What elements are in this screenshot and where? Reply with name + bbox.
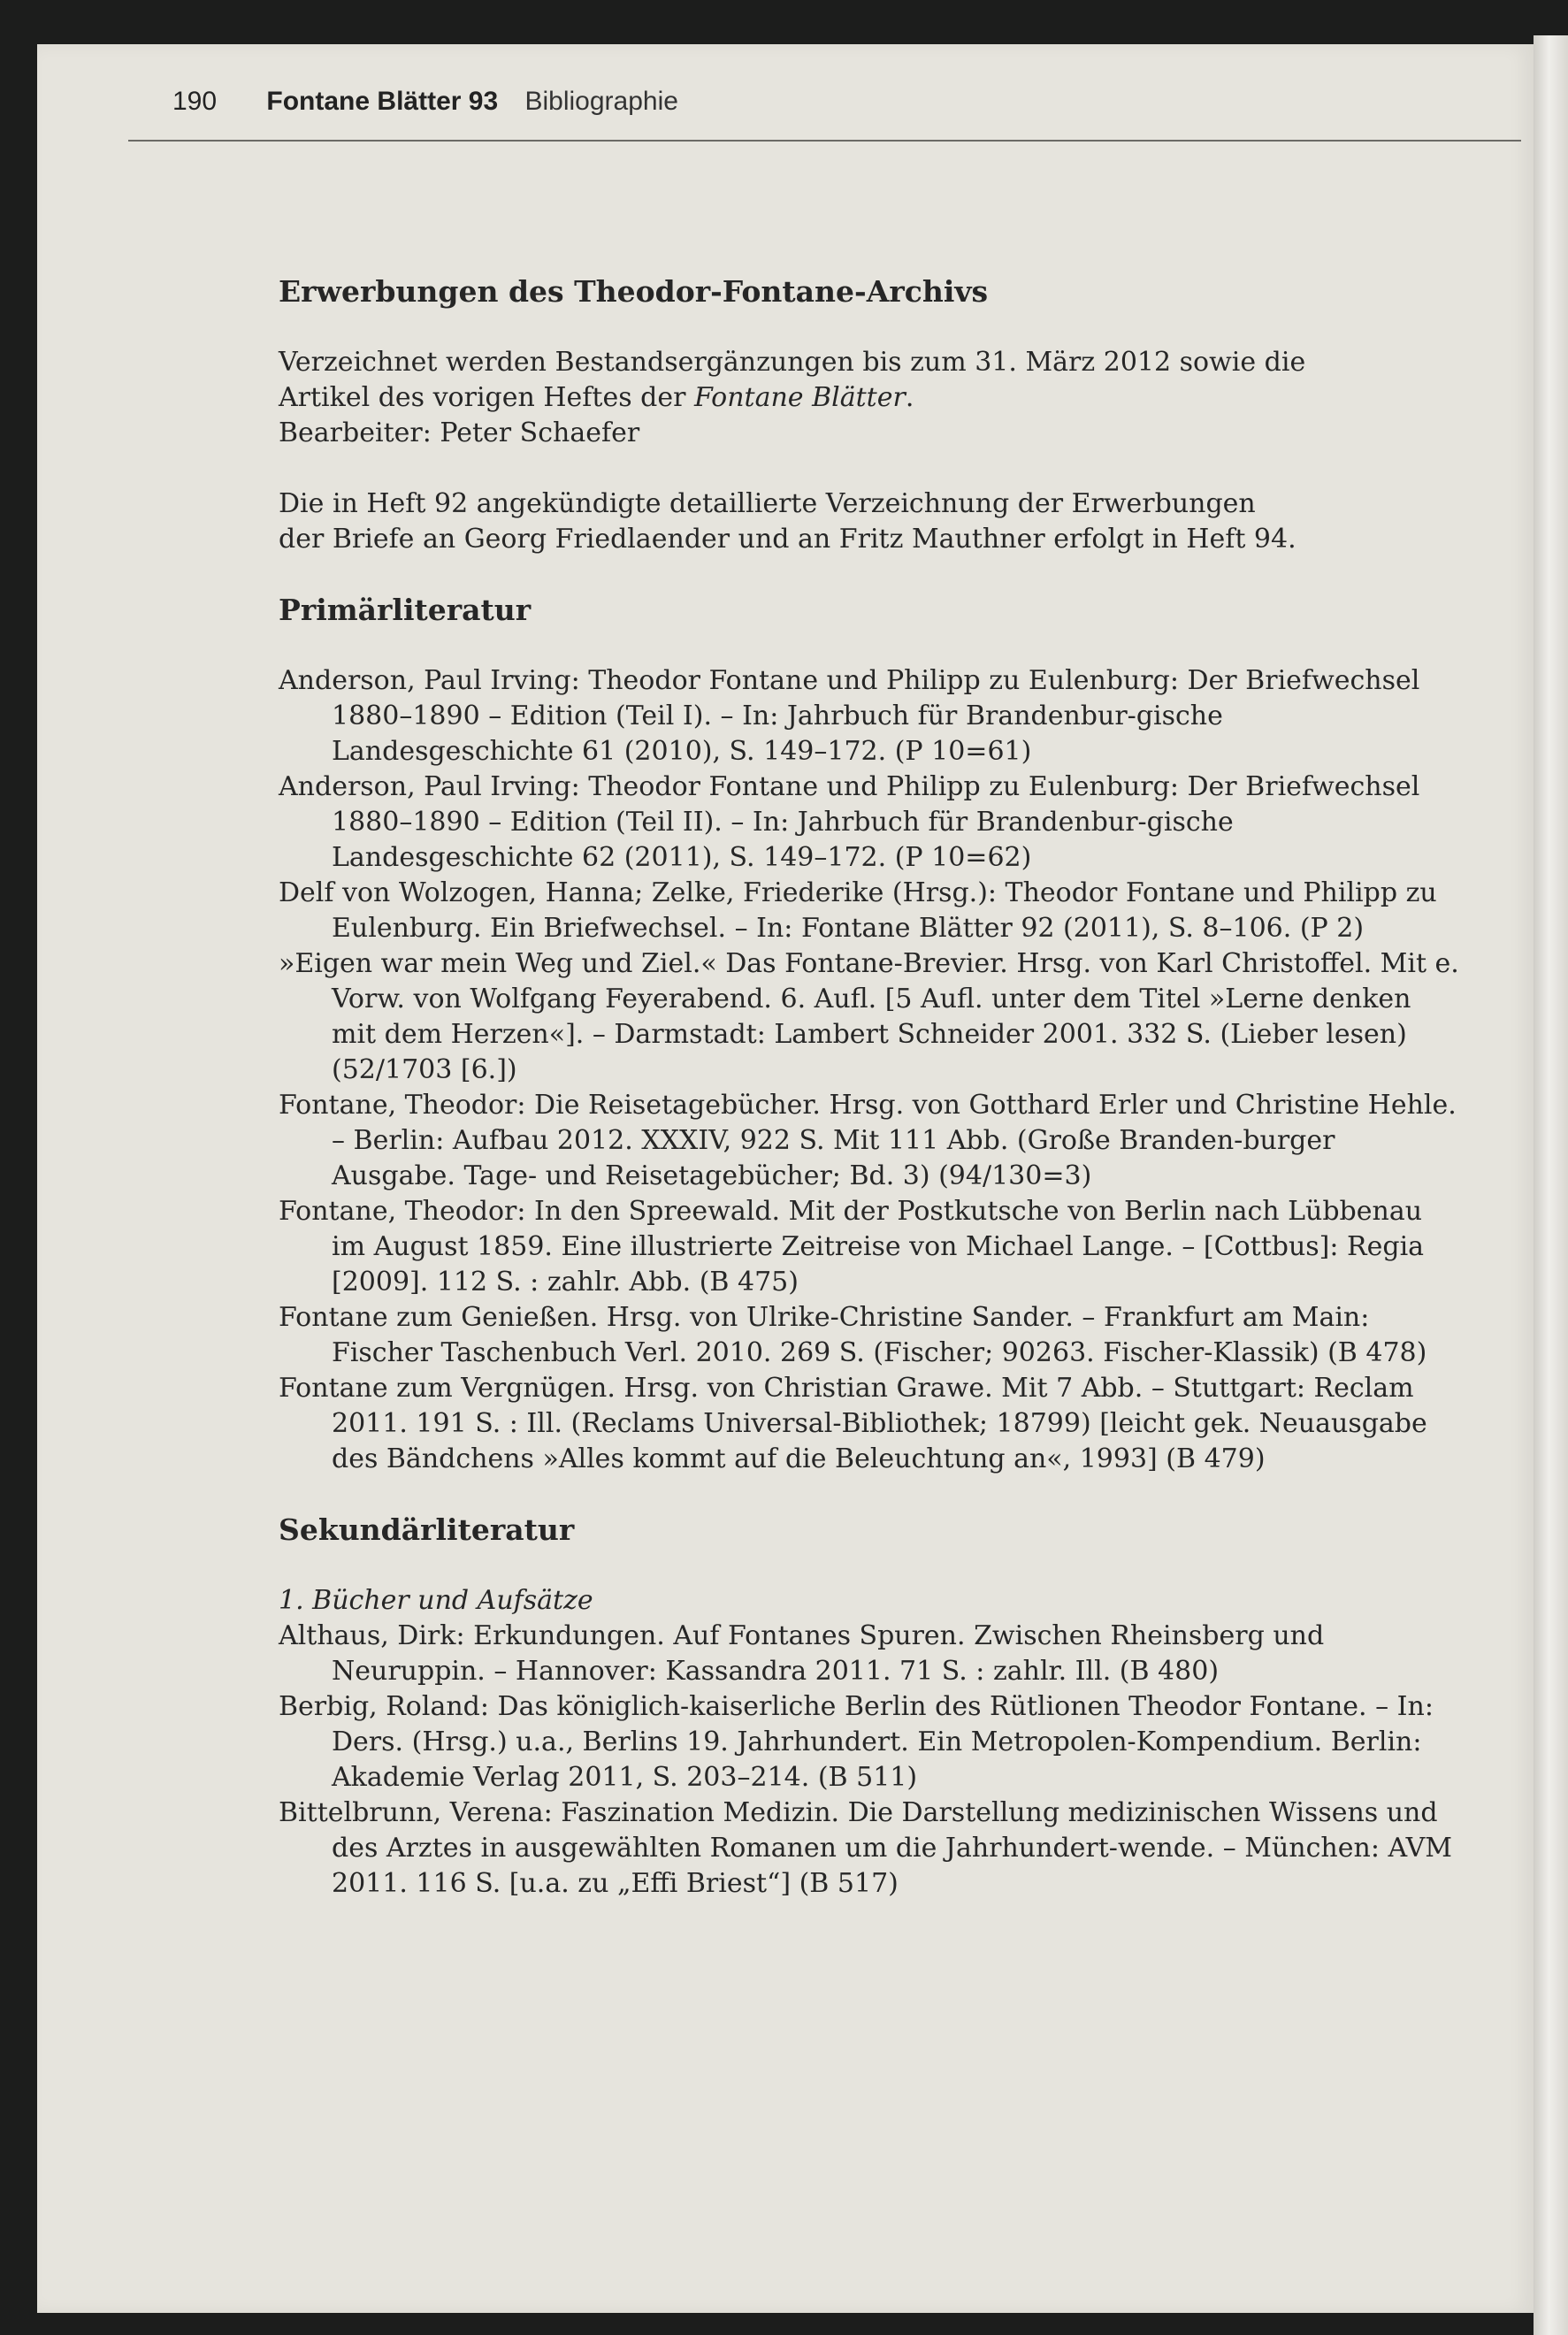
heading-secondary: Sekundärliteratur — [279, 1512, 575, 1547]
page-content — [279, 274, 1464, 1902]
intro-paragraph — [279, 345, 1464, 451]
secondary-entries — [279, 1619, 1464, 1902]
journal-citation: Fontane Blätter — [693, 382, 906, 413]
bibliography-entry: Fontane, Theodor: In den Spreewald. Mit der Postkutsche von Berlin nach Lübbenau im August 1859. Eine illustrierte Zeitreise von Michael Lange. – [Cottbus]: Regia [2009]. 112 S. : zahlr. Abb. (B 475) — [279, 1196, 1425, 1298]
bibliography-entry: »Eigen war mein Weg und Ziel.« Das Fontane-Brevier. Hrsg. von Karl Christoffel. Mit e. Vorw. von Wolfgang Feyerabend. 6. Aufl. [5 Aufl. unter dem Titel »Lerne denken mit dem Herzen«]. – Darmstadt: Lambert Schneider 2001. 332 S. (Lieber lesen) (52/1703 [6.]) — [279, 948, 1459, 1085]
bibliography-entry: Bittelbrunn, Verena: Faszination Medizin. Die Darstellung medizinischen Wissens und des Arztes in ausgewählten Romanen um die Jahrhundert-wende. – München: AVM 2011. 116 S. [u.a. zu „Effi Briest“] (B 517) — [279, 1797, 1453, 1899]
page-stack-edge — [1534, 35, 1568, 2335]
intro-line: Artikel des vorigen Heftes der Fontane Blätter. — [279, 382, 914, 413]
journal-title: Fontane Blätter 93 — [266, 87, 499, 116]
bibliography-entry: Althaus, Dirk: Erkundungen. Auf Fontanes Spuren. Zwischen Rheinsberg und Neuruppin. – Hannover: Kassandra 2011. 71 S. : zahlr. Ill. (B 480) — [279, 1620, 1325, 1687]
note-line: der Briefe an Georg Friedlaender und an Fritz Mauthner erfolgt in Heft 94. — [279, 524, 1296, 555]
editor-line: Bearbeiter: Peter Schaefer — [279, 417, 640, 448]
bibliography-entry: Fontane, Theodor: Die Reisetagebücher. Hrsg. von Gotthard Erler und Christine Hehle. – Berlin: Aufbau 2012. XXXIV, 922 S. Mit 111 Abb. (Große Branden-burger Ausgabe. Tage- und Reisetagebücher; Bd. 3) (94/130=3) — [279, 1090, 1457, 1191]
bibliography-entry: Delf von Wolzogen, Hanna; Zelke, Friederike (Hrsg.): Theodor Fontane und Philipp zu Eulenburg. Ein Briefwechsel. – In: Fontane Blätter 92 (2011), S. 8–106. (P 2) — [279, 877, 1437, 944]
bibliography-entry: Anderson, Paul Irving: Theodor Fontane und Philipp zu Eulenburg: Der Briefwechsel 1880–1890 – Edition (Teil I). – In: Jahrbuch für Brandenbur-gische Landesgeschichte 61 (2010), S. 149–172. (P 10=61) — [279, 665, 1420, 767]
subheading-books: 1. Bücher und Aufsätze — [279, 1585, 593, 1616]
note-paragraph — [279, 486, 1464, 557]
intro-line: Verzeichnet werden Bestandsergänzungen bis zum 31. März 2012 sowie die — [279, 347, 1306, 378]
primary-entries — [279, 663, 1464, 1477]
bibliography-entry: Fontane zum Vergnügen. Hrsg. von Christian Grawe. Mit 7 Abb. – Stuttgart: Reclam 2011. 191 S. : Ill. (Reclams Universal-Bibliothek; 18799) [leicht gek. Neuausgabe des Bändchens »Alles kommt auf die Beleuchtung an«, 1993] (B 479) — [279, 1373, 1427, 1474]
header-rule — [128, 140, 1521, 142]
bibliography-entry: Anderson, Paul Irving: Theodor Fontane und Philipp zu Eulenburg: Der Briefwechsel 1880–1890 – Edition (Teil II). – In: Jahrbuch für Brandenbur-gische Landesgeschichte 62 (2011), S. 149–172. (P 10=62) — [279, 771, 1420, 873]
page-number: 190 — [172, 87, 218, 116]
bibliography-entry: Berbig, Roland: Das königlich-kaiserliche Berlin des Rütlionen Theodor Fontane. – In: Ders. (Hrsg.) u.a., Berlins 19. Jahrhundert. Ein Metropolen-Kompendium. Berlin: Akademie Verlag 2011, S. 203–214. (B 511) — [279, 1691, 1434, 1793]
bibliography-entry: Fontane zum Genießen. Hrsg. von Ulrike-Christine Sander. – Frankfurt am Main: Fischer Taschenbuch Verl. 2010. 269 S. (Fischer; 90263. Fischer-Klassik) (B 478) — [279, 1302, 1427, 1368]
section-title: Bibliographie — [524, 87, 678, 116]
running-header — [172, 87, 678, 117]
note-line: Die in Heft 92 angekündigte detaillierte Verzeichnung der Erwerbungen — [279, 488, 1256, 519]
page-title: Erwerbungen des Theodor-Fontane-Archivs — [279, 274, 989, 309]
heading-primary: Primärliteratur — [279, 593, 532, 627]
